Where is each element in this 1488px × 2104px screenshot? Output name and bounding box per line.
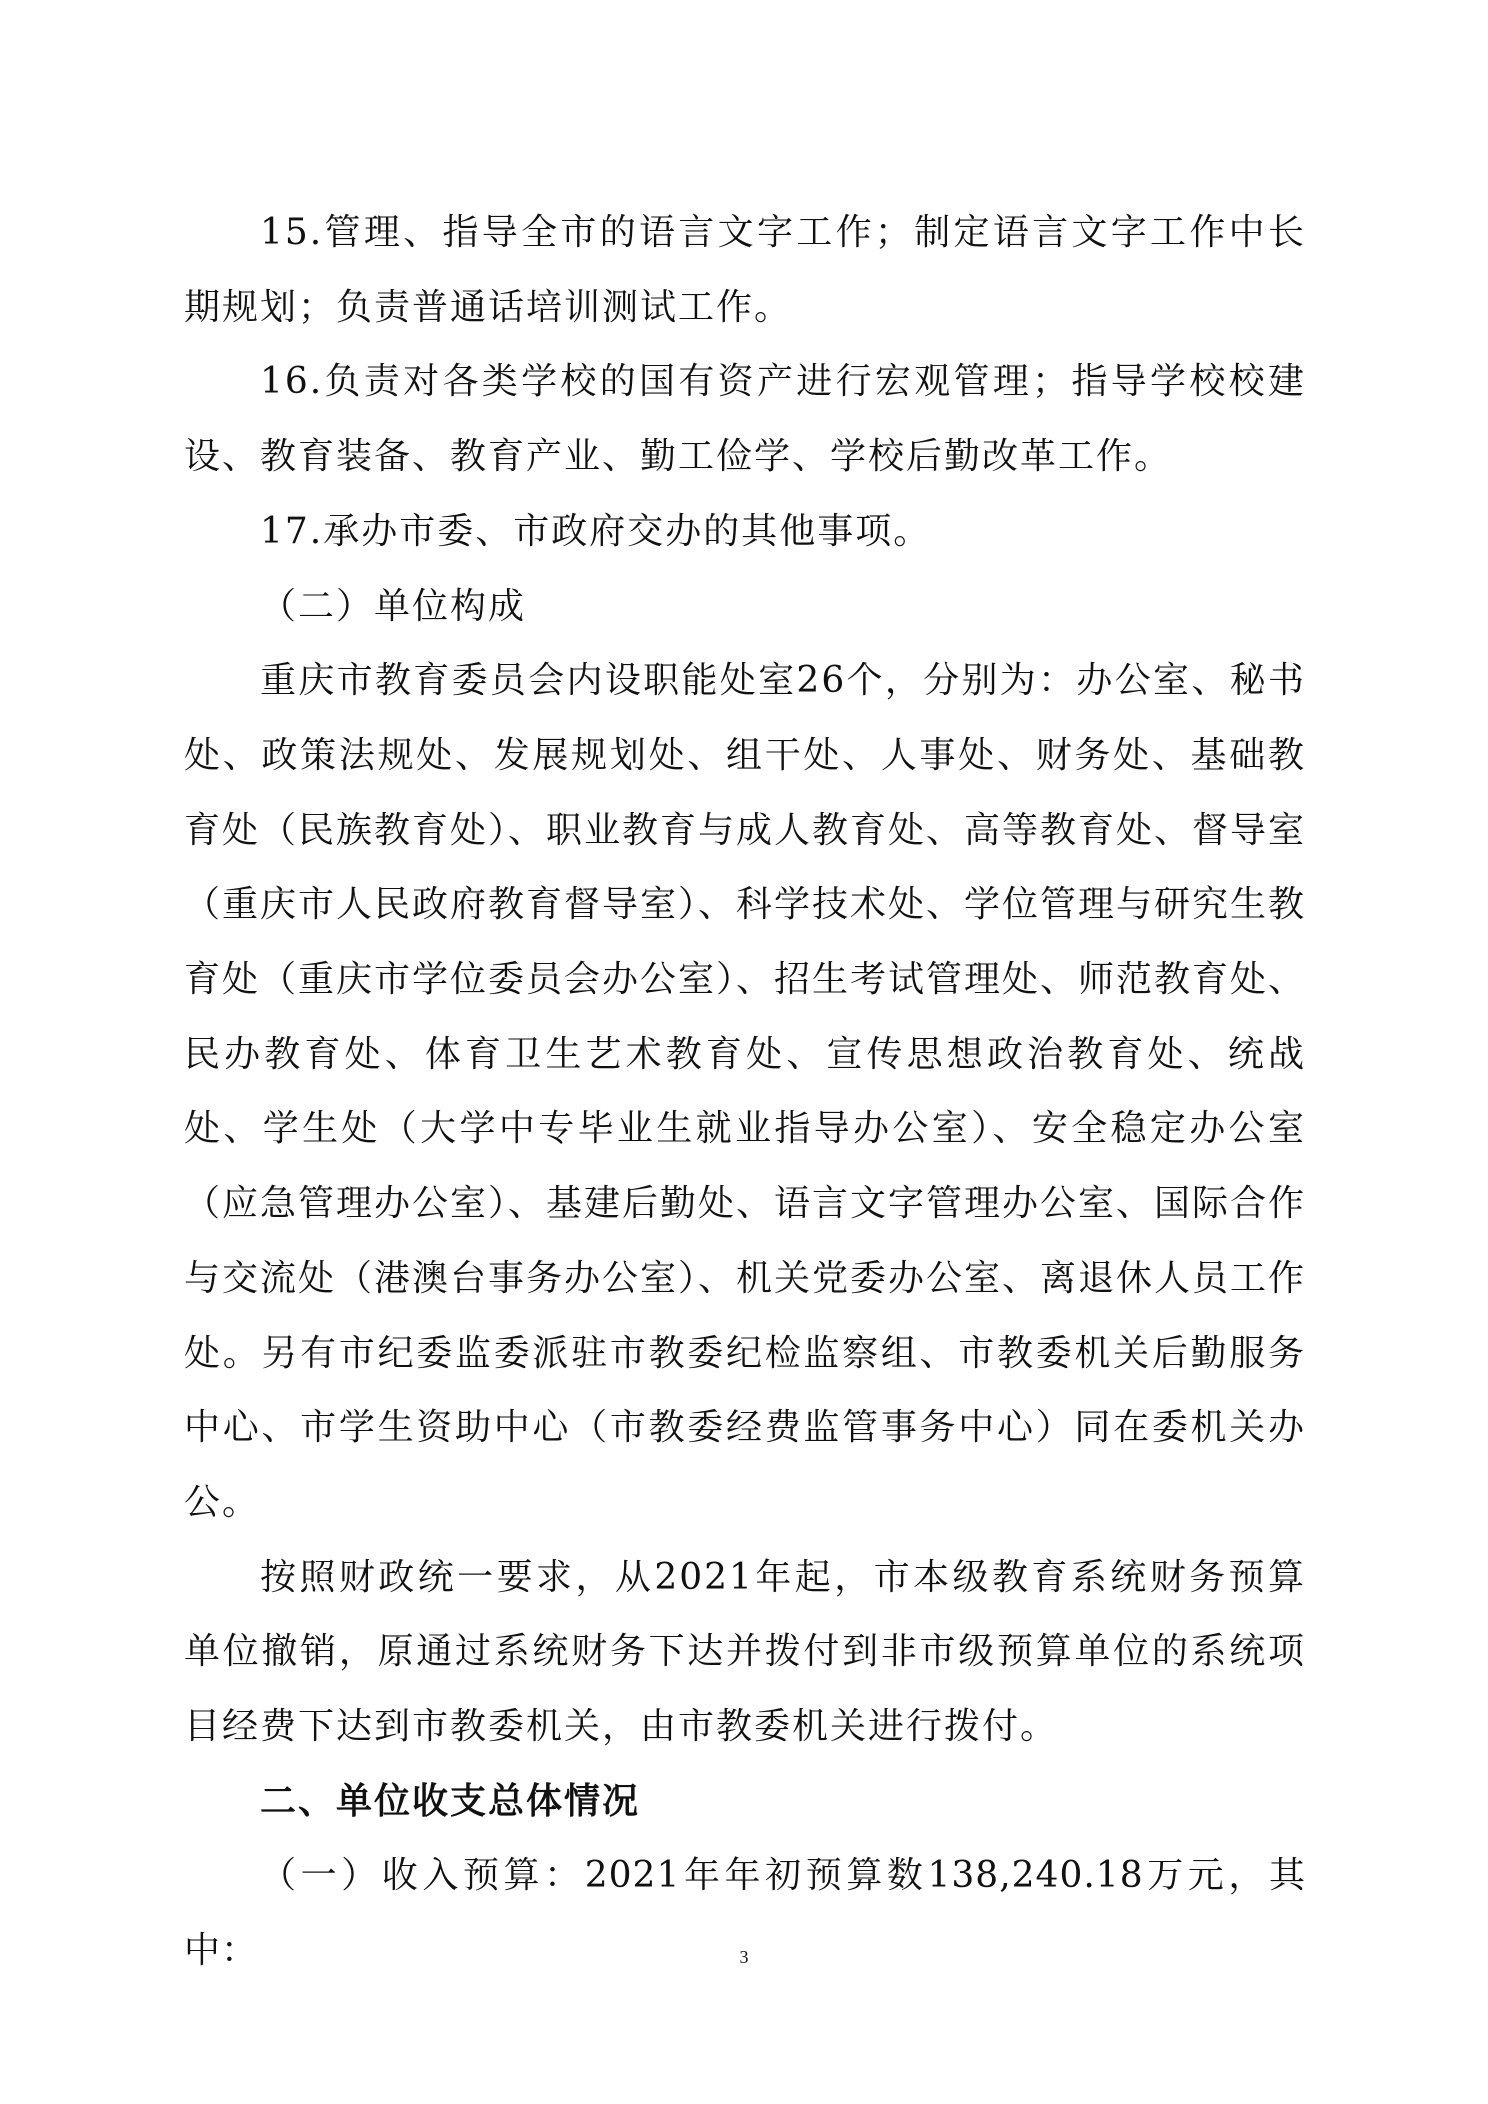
section-heading: 二、单位收支总体情况	[260, 1780, 641, 1822]
document-body	[184, 196, 1306, 1989]
paragraph-income-budget: （一）收入预算：2021年年初预算数138,240.18万元，其中：	[184, 1855, 1306, 1972]
paragraph-unit-composition: 重庆市教育委员会内设职能处室26个，分别为：办公室、秘书处、政策法规处、发展规划处、组干处、人事处、财务处、基础教育处（民族教育处）、职业教育与成人教育处、高等教育处、督导室（重庆市人民政府教育督导室）、科学技术处、学位管理与研究生教育处（重庆市学位委员会办公室）、招生考试管理处、师范教育处、民办教育处、体育卫生艺术教育处、宣传思想政治教育处、统战处、学生处（大学中专毕业生就业指导办公室）、安全稳定办公室（应急管理办公室）、基建后勤处、语言文字管理办公室、国际合作与交流处（港澳台事务办公室）、机关党委办公室、离退休人员工作处。另有市纪委监委派驻市教委纪检监察组、市教委机关后勤服务中心、市学生资助中心（市教委经费监管事务中心）同在委机关办公。	[184, 660, 1307, 1523]
paragraph-item-16: 16.负责对各类学校的国有资产进行宏观管理；指导学校校建设、教育装备、教育产业、勤工俭学、学校后勤改革工作。	[184, 361, 1306, 478]
paragraph-item-17: 17.承办市委、市政府交办的其他事项。	[260, 510, 932, 552]
subsection-heading-unit-composition: （二）单位构成	[260, 585, 527, 627]
page-number: 3	[739, 1947, 749, 1967]
paragraph-item-15: 15.管理、指导全市的语言文字工作；制定语言文字工作中长期规划；负责普通话培训测试工作。	[184, 212, 1306, 328]
paragraph-budget-note: 按照财政统一要求，从2021年起，市本级教育系统财务预算单位撤销，原通过系统财务下达并拨付到非市级预算单位的系统项目经费下达到市教委机关，由市教委机关进行拨付。	[184, 1556, 1306, 1748]
